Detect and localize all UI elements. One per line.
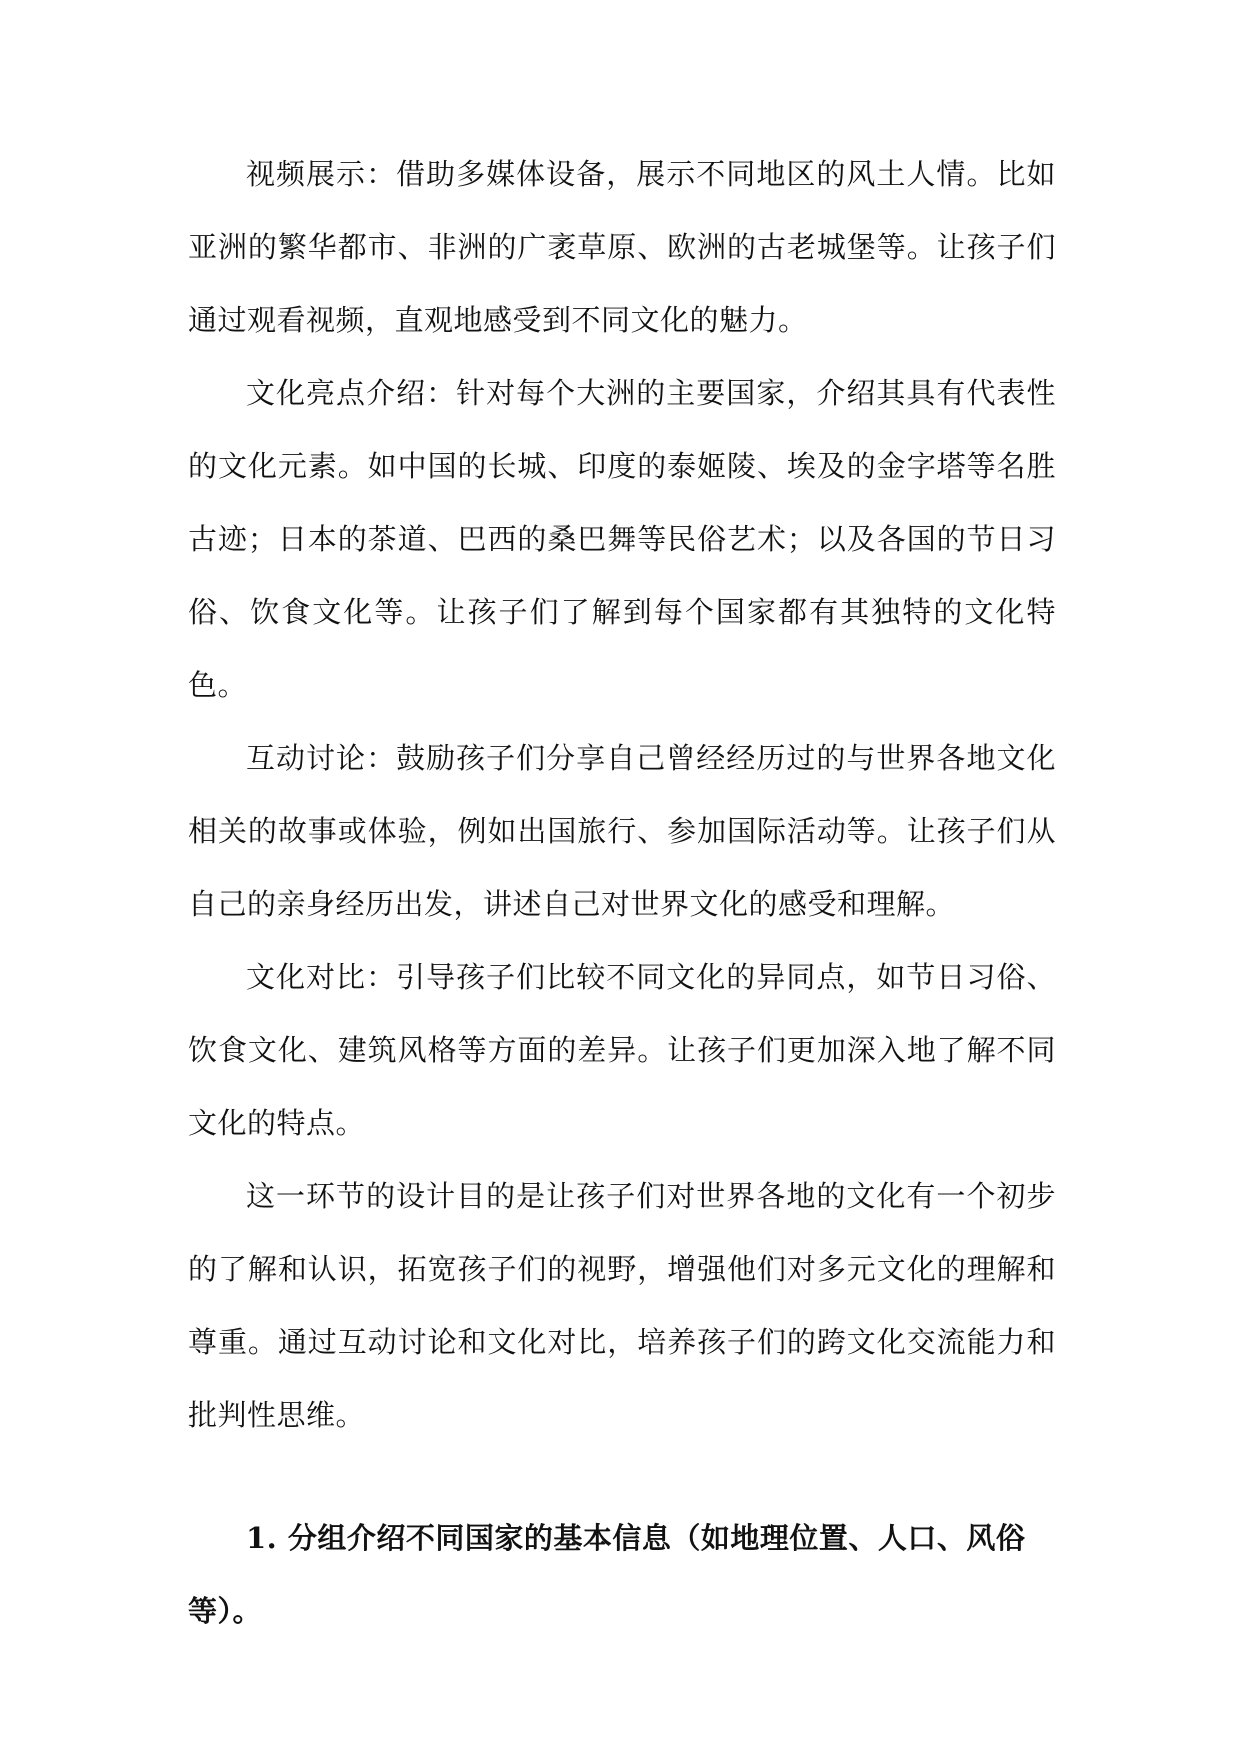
- paragraph-video-display: 视频展示：借助多媒体设备，展示不同地区的风土人情。比如亚洲的繁华都市、非洲的广袤草原、欧洲的古老城堡等。让孩子们通过观看视频，直观地感受到不同文化的魅力。: [188, 157, 1056, 337]
- section-heading: 1. 分组介绍不同国家的基本信息（如地理位置、人口、风俗等）。: [188, 1521, 1026, 1628]
- document-page: [188, 138, 1056, 1648]
- paragraph-design-purpose: 这一环节的设计目的是让孩子们对世界各地的文化有一个初步的了解和认识，拓宽孩子们的视野，增强他们对多元文化的理解和尊重。通过互动讨论和文化对比，培养孩子们的跨文化交流能力和批判性思维。: [188, 1179, 1056, 1432]
- paragraph-culture-comparison: 文化对比：引导孩子们比较不同文化的异同点，如节日习俗、饮食文化、建筑风格等方面的差异。让孩子们更加深入地了解不同文化的特点。: [188, 960, 1056, 1140]
- paragraph-interactive-discussion: 互动讨论：鼓励孩子们分享自己曾经经历过的与世界各地文化相关的故事或体验，例如出国旅行、参加国际活动等。让孩子们从自己的亲身经历出发，讲述自己对世界文化的感受和理解。: [188, 741, 1056, 921]
- paragraph-culture-highlights: 文化亮点介绍：针对每个大洲的主要国家，介绍其具有代表性的文化元素。如中国的长城、印度的泰姬陵、埃及的金字塔等名胜古迹；日本的茶道、巴西的桑巴舞等民俗艺术；以及各国的节日习俗、饮食文化等。让孩子们了解到每个国家都有其独特的文化特色。: [188, 376, 1056, 702]
